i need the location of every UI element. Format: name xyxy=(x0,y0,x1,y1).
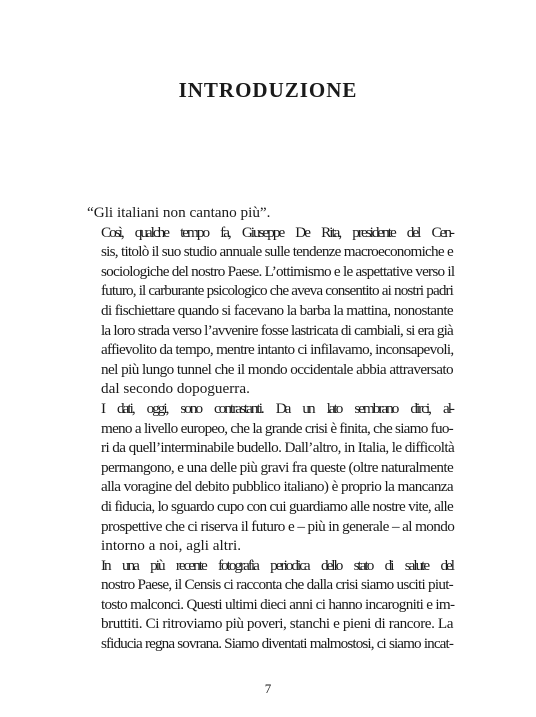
paragraph-4 xyxy=(87,556,453,654)
text-line: nostro Paese, il Censis ci racconta che dalla crisi siamo usciti piut- xyxy=(101,576,453,594)
text-line: tosto malconci. Questi ultimi dieci anni ci hanno incarogniti e im- xyxy=(101,595,455,613)
text-line: di fiducia, lo sguardo cupo con cui guardiamo alle nostre vite, alle xyxy=(101,497,453,515)
text-line: futuro, il carburante psicologico che aveva consentito ai nostri padri xyxy=(101,282,453,300)
text-line: affievolito da tempo, mentre intanto ci infilavamo, inconsapevoli, xyxy=(101,341,454,359)
text-line: Così, qualche tempo fa, Giuseppe De Rita, presidente del Cen- xyxy=(101,223,453,241)
chapter-title: INTRODUZIONE xyxy=(178,78,358,102)
text-line: meno a livello europeo, che la grande crisi è finita, che siamo fuo- xyxy=(101,419,453,437)
paragraph-2 xyxy=(87,223,453,399)
paragraph-3 xyxy=(87,399,453,556)
text-line: alla voragine del debito pubblico italiano) è proprio la mancanza xyxy=(101,478,453,496)
body-text xyxy=(87,203,453,654)
text-line: bruttiti. Ci ritroviamo più poveri, stanchi e pieni di rancore. La xyxy=(101,615,453,633)
text-line: sfiducia regna sovrana. Siamo diventati malmostosi, ci siamo incat- xyxy=(101,635,453,653)
text-line: sociologiche del nostro Paese. L’ottimismo e le aspettative verso il xyxy=(101,262,455,280)
text-line: la loro strada verso l’avvenire fosse lastricata di cambiali, si era già xyxy=(101,321,453,339)
text-line: In una più recente fotografia periodica dello stato di salute del xyxy=(101,556,453,574)
text-line: prospettive che ci riserva il futuro e – più in generale – al mondo xyxy=(101,517,455,535)
text-line: permangono, e una delle più gravi fra queste (oltre naturalmente xyxy=(101,458,454,476)
text-line: sis, titolò il suo studio annuale sulle tendenze macroeconomiche e xyxy=(101,243,453,261)
text-line: nel più lungo tunnel che il mondo occidentale abbia attraversato xyxy=(101,360,453,378)
text-line: di fischiettare quando si facevano la barba la mattina, nonostante xyxy=(101,301,453,319)
text-line: ri da quell’interminabile budello. Dall’altro, in Italia, le difficoltà xyxy=(101,439,455,457)
page-number: 7 xyxy=(264,681,272,696)
text-line: I dati, oggi, sono contrastanti. Da un lato sembrano dirci, al- xyxy=(101,399,453,417)
paragraph-1 xyxy=(87,203,453,223)
text-line: intorno a noi, agli altri. xyxy=(101,537,242,555)
text-line: dal secondo dopoguerra. xyxy=(101,380,250,398)
text-line: “Gli italiani non cantano più”. xyxy=(87,204,271,221)
